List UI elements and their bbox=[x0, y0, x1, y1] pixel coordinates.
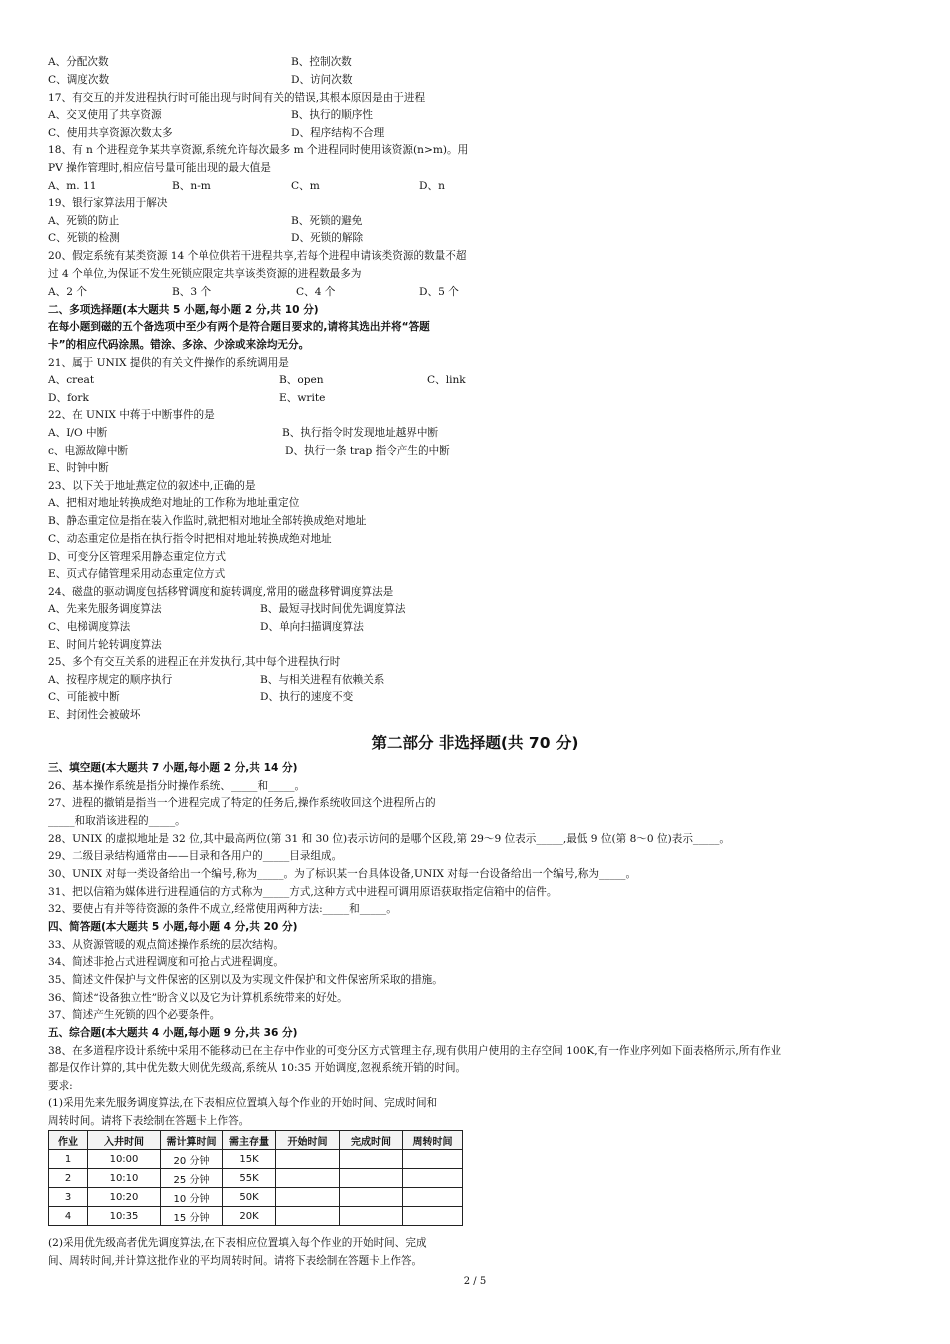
text-line: B、open bbox=[279, 374, 324, 386]
text-line: A、先来先服务调度算法 bbox=[48, 603, 162, 615]
text-line: 29、二级目录结构通常由——目录和各用户的_____目录组成。 bbox=[48, 850, 343, 862]
text-line: C、电梯调度算法 bbox=[48, 621, 131, 633]
text-line: D、可变分区管理采用静态重定位方式 bbox=[48, 551, 226, 563]
cell bbox=[340, 1188, 403, 1207]
text-line: B、静态重定位是指在装入作监时,就把相对地址全部转换成绝对地址 bbox=[48, 515, 367, 527]
part-two-title: 第二部分 非选择题(共 70 分) bbox=[371, 734, 579, 752]
cell: 10:35 bbox=[88, 1207, 161, 1226]
text-line: D、死锁的解除 bbox=[291, 232, 364, 244]
text-line: A、分配次数 bbox=[48, 56, 109, 68]
header-finish: 完成时间 bbox=[340, 1131, 403, 1150]
text-line: C、m bbox=[291, 180, 320, 192]
text-line: 过 4 个单位,为保证不发生死锁应限定共享该类资源的进程数最多为 bbox=[48, 268, 362, 280]
text-line: 周转时间。请将下表绘制在答题卡上作答。 bbox=[48, 1115, 250, 1127]
text-line: 31、把以信箱为媒体进行进程通信的方式称为_____方式,这种方式中进程可调用原语获取指定信箱中的信件。 bbox=[48, 886, 558, 898]
text-line: E、时间片轮转调度算法 bbox=[48, 639, 162, 651]
cell bbox=[403, 1169, 463, 1188]
text-line: 19、银行家算法用于解决 bbox=[48, 197, 168, 209]
text-line: E、页式存储管理采用动态重定位方式 bbox=[48, 568, 226, 580]
cell: 15 分钟 bbox=[161, 1207, 223, 1226]
text-line: C、死锁的检测 bbox=[48, 232, 120, 244]
text-line: A、把相对地址转换成绝对地址的工作称为地址重定位 bbox=[48, 497, 300, 509]
section-heading: 在每小题到磁的五个备选项中至少有两个是符合题目要求的,请将其选出并将“答题 bbox=[48, 321, 430, 333]
text-line: 24、磁盘的驱动调度包括移臂调度和旋转调度,常用的磁盘移臂调度算法是 bbox=[48, 586, 394, 598]
text-line: c、电源故障中断 bbox=[48, 445, 129, 457]
cell: 20 分钟 bbox=[161, 1150, 223, 1169]
header-arrival: 入井时间 bbox=[88, 1131, 161, 1150]
text-line: E、时钟中断 bbox=[48, 462, 109, 474]
section-heading: 三、填空题(本大题共 7 小题,每小题 2 分,共 14 分) bbox=[48, 762, 298, 774]
text-line: 27、进程的撤销是指当一个进程完成了特定的任务后,操作系统收回这个进程所占的 bbox=[48, 797, 436, 809]
text-line: 要求: bbox=[48, 1080, 73, 1092]
text-line: E、write bbox=[279, 392, 326, 404]
text-line: D、执行一条 trap 指令产生的中断 bbox=[285, 445, 450, 457]
text-line: 35、简述文件保护与文件保密的区别以及为实现文件保护和文件保密所采取的措施。 bbox=[48, 974, 443, 986]
cell bbox=[403, 1150, 463, 1169]
text-line: B、执行的顺序性 bbox=[291, 109, 373, 121]
text-line: C、可能被中断 bbox=[48, 691, 120, 703]
cell: 10:00 bbox=[88, 1150, 161, 1169]
text-line: B、控制次数 bbox=[291, 56, 352, 68]
cell bbox=[276, 1188, 340, 1207]
text-line: 20、假定系统有某类资源 14 个单位供若干进程共享,若每个进程申请该类资源的数量不超 bbox=[48, 250, 467, 262]
text-line: B、执行指令时发现地址越界中断 bbox=[282, 427, 439, 439]
text-line: 18、有 n 个进程竞争某共享资源,系统允许每次最多 m 个进程同时使用该资源(n>m)。用 bbox=[48, 144, 469, 156]
text-line: (1)采用先来先服务调度算法,在下表相应位置填入每个作业的开始时间、完成时间和 bbox=[48, 1097, 438, 1109]
text-line: A、2 个 bbox=[48, 286, 87, 298]
text-line: 25、多个有交互关系的进程正在并发执行,其中每个进程执行时 bbox=[48, 656, 341, 668]
text-line: 36、简述“设备独立性”盼含义以及它为计算机系统带来的好处。 bbox=[48, 992, 348, 1004]
header-turnaround: 周转时间 bbox=[403, 1131, 463, 1150]
text-line: B、3 个 bbox=[172, 286, 212, 298]
text-line: 37、简述产生死锁的四个必要条件。 bbox=[48, 1009, 221, 1021]
text-line: D、程序结构不合理 bbox=[291, 127, 385, 139]
text-line: 38、在多道程序设计系统中采用不能移动已在主存中作业的可变分区方式管理主存,现有供用户使用的主存空间 100K,有一作业序列如下面表格所示,所有作业 bbox=[48, 1045, 782, 1057]
section-heading: 五、综合题(本大题共 4 小题,每小题 9 分,共 36 分) bbox=[48, 1027, 298, 1039]
text-line: B、最短寻找时间优先调度算法 bbox=[260, 603, 406, 615]
text-line: D、fork bbox=[48, 392, 89, 404]
text-line: 21、属于 UNIX 提供的有关文件操作的系统调用是 bbox=[48, 357, 289, 369]
text-line: D、5 个 bbox=[419, 286, 459, 298]
cell: 1 bbox=[49, 1150, 88, 1169]
text-line: (2)采用优先级高者优先调度算法,在下表相应位置填入每个作业的开始时间、完成 bbox=[48, 1237, 427, 1249]
text-line: C、4 个 bbox=[296, 286, 336, 298]
cell: 20K bbox=[223, 1207, 276, 1226]
cell bbox=[403, 1207, 463, 1226]
text-line: A、I/O 中断 bbox=[48, 427, 108, 439]
text-line: D、n bbox=[419, 180, 445, 192]
text-line: 26、基本操作系统是指分时操作系统、_____和_____。 bbox=[48, 780, 306, 792]
cell: 2 bbox=[49, 1169, 88, 1188]
cell bbox=[340, 1207, 403, 1226]
page-number: 2 / 5 bbox=[463, 1276, 487, 1287]
text-line: 17、有交互的并发进程执行时可能出现与时间有关的错误,其根本原因是由于进程 bbox=[48, 92, 426, 104]
cell: 50K bbox=[223, 1188, 276, 1207]
text-line: 都是仅作计算的,其中优先数大则优先级高,系统从 10:35 开始调度,忽视系统开销的时间。 bbox=[48, 1062, 467, 1074]
header-compute-time: 需计算时间 bbox=[161, 1131, 223, 1150]
section-heading: 四、简答题(本大题共 5 小题,每小题 4 分,共 20 分) bbox=[48, 921, 298, 933]
cell bbox=[276, 1150, 340, 1169]
text-line: C、动态重定位是指在执行指令时把相对地址转换成绝对地址 bbox=[48, 533, 332, 545]
text-line: A、交叉使用了共享资源 bbox=[48, 109, 162, 121]
section-heading: 二、多项选择题(本大题共 5 小题,每小题 2 分,共 10 分) bbox=[48, 304, 319, 316]
text-line: C、调度次数 bbox=[48, 74, 110, 86]
job-table-header bbox=[49, 1131, 463, 1150]
text-line: 30、UNIX 对每一类设备给出一个编号,称为_____。为了标识某一台具体设备,UNIX 对每一台设备给出一个编号,称为_____。 bbox=[48, 868, 637, 880]
cell: 10:20 bbox=[88, 1188, 161, 1207]
text-line: D、执行的速度不变 bbox=[260, 691, 354, 703]
cell: 3 bbox=[49, 1188, 88, 1207]
table-row bbox=[49, 1188, 463, 1207]
text-line: A、m. 11 bbox=[48, 180, 97, 192]
text-line: C、link bbox=[427, 374, 466, 386]
cell bbox=[276, 1169, 340, 1188]
text-line: B、死锁的避免 bbox=[291, 215, 363, 227]
cell: 4 bbox=[49, 1207, 88, 1226]
header-memory: 需主存量 bbox=[223, 1131, 276, 1150]
text-line: D、单向扫描调度算法 bbox=[260, 621, 364, 633]
text-line: 33、从资源管暖的观点简述操作系统的层次结构。 bbox=[48, 939, 284, 951]
text-line: 32、要使占有并等待资源的条件不成立,经常使用两种方法:_____和_____。 bbox=[48, 903, 397, 915]
text-line: _____和取消该进程的_____。 bbox=[48, 815, 186, 827]
text-line: C、使用共享资源次数太多 bbox=[48, 127, 173, 139]
cell: 55K bbox=[223, 1169, 276, 1188]
cell: 10 分钟 bbox=[161, 1188, 223, 1207]
cell bbox=[403, 1188, 463, 1207]
text-line: A、按程序规定的顺序执行 bbox=[48, 674, 173, 686]
text-line: 23、以下关于地址燕定位的叙述中,正确的是 bbox=[48, 480, 256, 492]
header-start: 开始时间 bbox=[276, 1131, 340, 1150]
cell: 10:10 bbox=[88, 1169, 161, 1188]
job-table bbox=[48, 1130, 463, 1226]
text-line: B、n-m bbox=[172, 180, 211, 192]
cell: 15K bbox=[223, 1150, 276, 1169]
text-line: A、死锁的防止 bbox=[48, 215, 120, 227]
text-line: D、访问次数 bbox=[291, 74, 353, 86]
table-row bbox=[49, 1150, 463, 1169]
text-line: PV 操作管理时,相应信号量可能出现的最大值是 bbox=[48, 162, 271, 174]
text-line: B、与相关进程有依赖关系 bbox=[260, 674, 385, 686]
table-row bbox=[49, 1207, 463, 1226]
header-job: 作业 bbox=[49, 1131, 88, 1150]
text-line: 34、简述非抢占式进程调度和可抢占式进程调度。 bbox=[48, 956, 284, 968]
cell bbox=[276, 1207, 340, 1226]
cell bbox=[340, 1150, 403, 1169]
text-line: 28、UNIX 的虚拟地址是 32 位,其中最高两位(第 31 和 30 位)表示访问的是哪个区段,第 29～9 位表示_____,最低 9 位(第 8～0 位)表示_____。 bbox=[48, 833, 731, 845]
cell bbox=[340, 1169, 403, 1188]
table-row bbox=[49, 1169, 463, 1188]
section-heading: 卡”的相应代码涂黑。错涂、多涂、少涂或来涂均无分。 bbox=[48, 339, 310, 351]
text-line: 22、在 UNIX 中蒋于中断事件的是 bbox=[48, 409, 215, 421]
text-line: 间、周转时间,并计算这批作业的平均周转时间。请将下表绘制在答题卡上作答。 bbox=[48, 1255, 423, 1267]
text-line: A、creat bbox=[48, 374, 95, 386]
text-line: E、封闭性会被破坏 bbox=[48, 709, 141, 721]
cell: 25 分钟 bbox=[161, 1169, 223, 1188]
